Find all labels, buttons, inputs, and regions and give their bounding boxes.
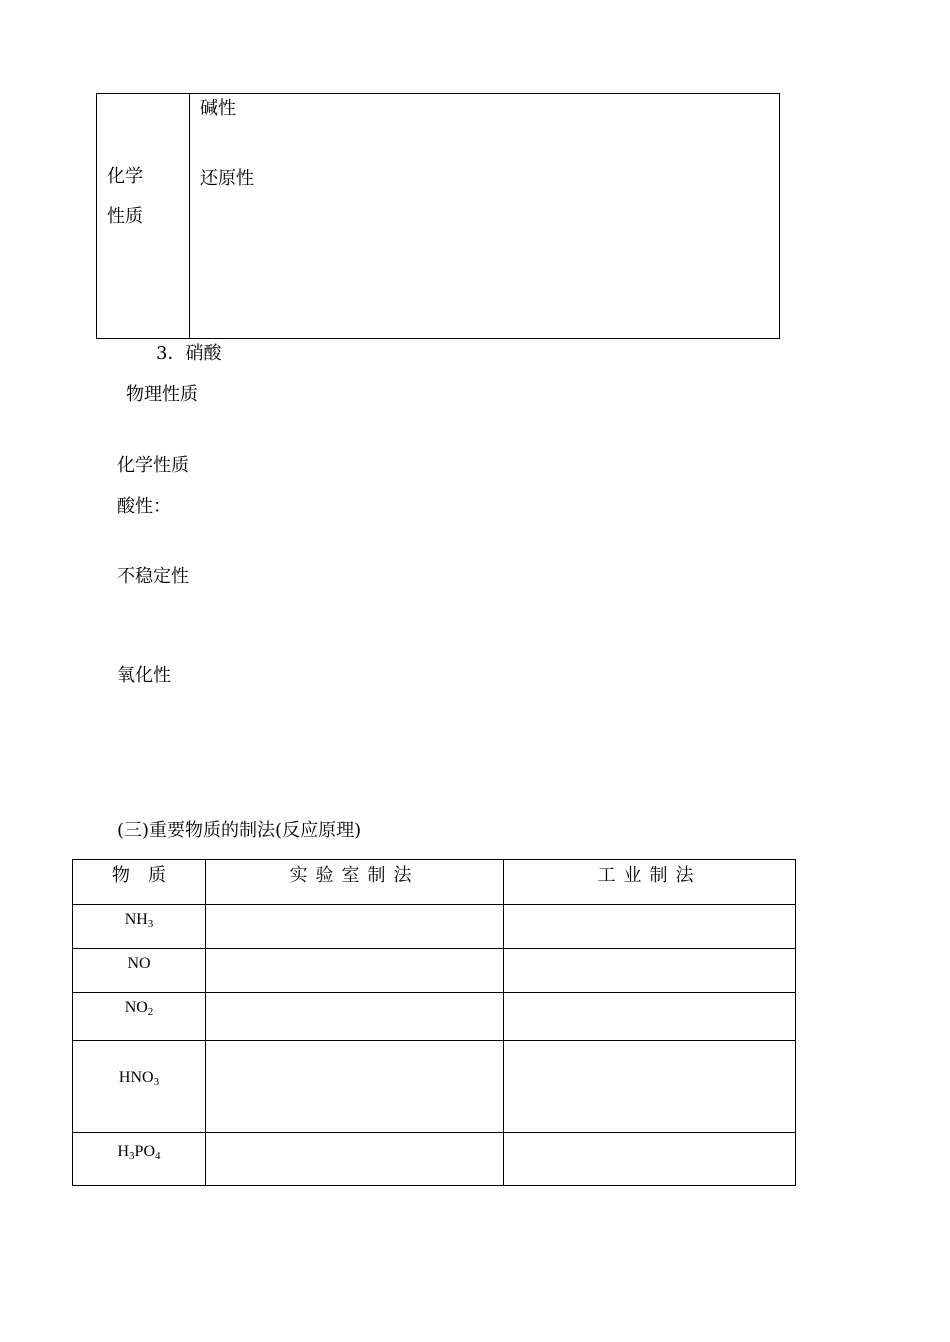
lab-method-cell [206,905,504,949]
chemical-properties-label: 化学性质 [117,455,189,476]
substance-cell [73,1041,206,1133]
acidity-label: 酸性： [117,496,171,517]
table-row [73,993,796,1041]
column-header-industrial-method: 工业制法 [504,860,796,905]
formula-no: NO [127,955,151,972]
substance-cell [73,993,206,1041]
industrial-method-cell [504,949,796,993]
lab-method-cell [206,1133,504,1186]
industrial-method-cell [504,905,796,949]
preparation-heading: (三)重要物质的制法(反应原理) [117,820,362,841]
row-header-cell [97,94,190,339]
table-row [73,1133,796,1186]
physical-properties-label: 物理性质 [126,384,198,405]
formula-hno3: $HNO_3$ [118,1069,160,1088]
substance-cell [73,1133,206,1186]
table-row [73,905,796,949]
substance-cell [73,949,206,993]
reducibility-label: 还原性 [200,168,254,189]
table-row [73,1041,796,1133]
instability-label: 不稳定性 [117,566,189,587]
lab-method-cell [206,993,504,1041]
column-header-lab-method: 实验室制法 [206,860,504,905]
industrial-method-cell [504,993,796,1041]
preparation-table [72,859,796,1186]
industrial-method-cell [504,1133,796,1186]
lab-method-cell [206,949,504,993]
chemical-properties-table [96,93,780,339]
table-header-row [73,860,796,905]
column-header-substance: 物 质 [73,860,206,905]
row-header-line1: 化学 [107,166,143,187]
lab-method-cell [206,1041,504,1133]
basicity-label: 碱性 [200,98,236,119]
row-header [107,157,143,237]
oxidation-label: 氧化性 [117,665,171,686]
substance-cell [73,905,206,949]
row-header-line2: 性质 [107,206,143,227]
formula-no2: $NO_2$ [124,999,154,1018]
table-row [73,949,796,993]
industrial-method-cell [504,1041,796,1133]
properties-cell [190,94,780,339]
formula-nh3: $NH_3$ [124,911,154,930]
formula-h3po4: $H_3PO_4$ [117,1143,161,1162]
section-title-nitric-acid: 3．硝酸 [156,343,222,364]
